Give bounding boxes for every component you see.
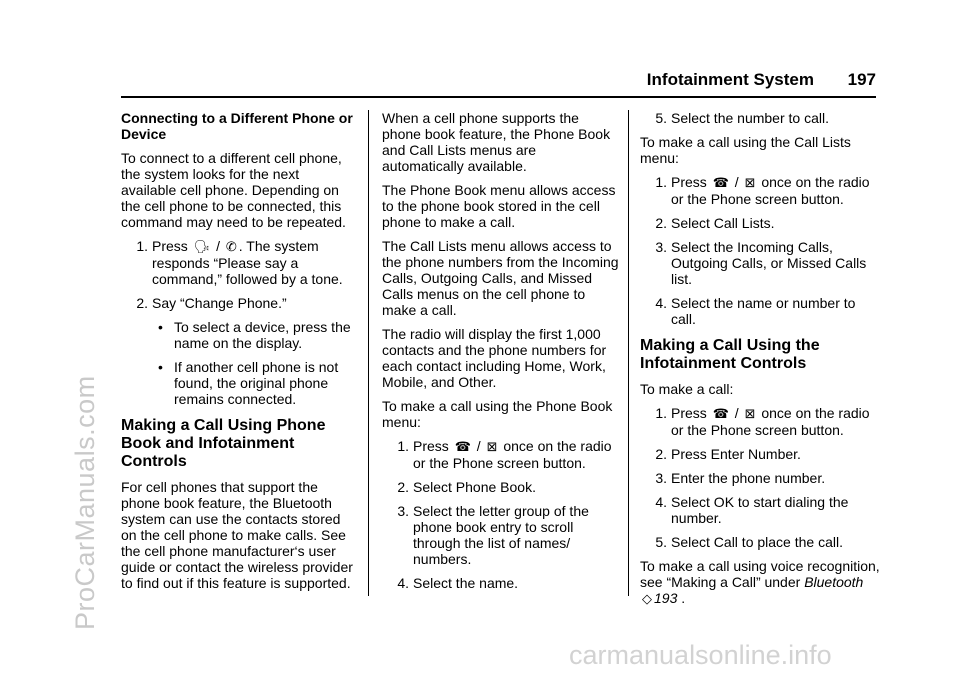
- step-item: [640, 470, 880, 486]
- watermark-procarmanuals: ProCarManuals.com: [70, 375, 100, 630]
- paragraph: The radio will display the first 1,000 contacts and the phone numbers for each contact including Home, Work, Mobile, and Other.: [382, 326, 607, 390]
- bullet-text: If another cell phone is not found, the original phone remains connected.: [174, 359, 339, 407]
- step-text: . The system responds “Please say a command,” followed by a tone.: [152, 238, 343, 287]
- step-text: Select OK to start dialing the number.: [671, 494, 849, 526]
- step-separator: /: [730, 174, 743, 190]
- step-item: [640, 405, 880, 438]
- phone-mute-icon: ⊠: [744, 406, 756, 421]
- step-item: [382, 438, 620, 471]
- paragraph: The Call Lists menu allows access to the phone numbers from the Incoming Calls, Outgoing Calls, and Missed Calls menus on the cell phone to make a call.: [382, 238, 619, 318]
- step-text: Select the number to call.: [671, 110, 829, 126]
- step-text: Press: [413, 438, 453, 454]
- phone-voice-icon: ✆: [225, 239, 237, 254]
- bullet-item: [121, 359, 356, 407]
- step-number: 5.: [655, 110, 667, 126]
- bullet-item: [121, 319, 356, 351]
- step-number: 4.: [655, 295, 667, 311]
- step-number: 2.: [655, 446, 667, 462]
- bullet-marker: •: [158, 359, 163, 375]
- step-text: Select the name or number to call.: [671, 295, 856, 327]
- step-text: once on the radio or the Phone screen button.: [413, 438, 612, 471]
- step-text: Press: [152, 238, 192, 254]
- step-number: 2.: [397, 479, 409, 495]
- step-number: 5.: [655, 534, 667, 550]
- step-number: 1.: [655, 174, 667, 190]
- phone-icon: ☎: [712, 406, 729, 421]
- step-item: [640, 295, 880, 327]
- step-text: once on the radio or the Phone screen button.: [671, 174, 870, 207]
- section-heading: Making a Call Using the Infotainment Controls: [640, 337, 820, 372]
- phone-icon: ☎: [454, 439, 471, 454]
- page-number: 197: [847, 70, 876, 89]
- step-item: [640, 534, 880, 550]
- page-reference-icon: ◇: [642, 591, 652, 606]
- phone-mute-icon: ⊠: [744, 175, 756, 190]
- step-item: [121, 295, 356, 311]
- step-number: 3.: [397, 503, 409, 519]
- paragraph-text: .: [677, 590, 686, 606]
- step-item: [382, 479, 620, 495]
- section-heading: Making a Call Using Phone Book and Infotainment Controls: [121, 417, 326, 470]
- paragraph-text: To make a call using voice recognition, see “Making a Call” under: [640, 558, 880, 590]
- header-rule: [121, 96, 876, 98]
- step-text: once on the radio or the Phone screen button.: [671, 405, 870, 438]
- step-text: Select the name.: [413, 575, 519, 591]
- step-item: [640, 494, 880, 526]
- step-text: Select the letter group of the phone book entry to scroll through the list of names/ numbers.: [413, 503, 589, 567]
- paragraph: To connect to a different cell phone, the system looks for the next available cell phone. Depending on the cell phone to be connected, this command may need to be repeated.: [121, 150, 346, 230]
- paragraph: For cell phones that support the phone book feature, the Bluetooth system can use the contacts stored on the cell phone to make calls. See the cell phone manufacturer‘s user guide or contact the wireless provider to find out if this feature is supported.: [121, 479, 353, 591]
- step-item: [640, 446, 880, 462]
- column-divider-1: [368, 110, 369, 596]
- cross-reference-link[interactable]: Bluetooth: [804, 574, 864, 590]
- step-number: 1.: [136, 238, 148, 254]
- paragraph: To make a call using the Phone Book menu:: [382, 398, 613, 430]
- bullet-text: To select a device, press the name on the display.: [174, 319, 351, 351]
- step-separator: /: [472, 438, 485, 454]
- step-number: 3.: [655, 239, 667, 255]
- step-item: [382, 575, 620, 591]
- step-number: 1.: [655, 405, 667, 421]
- subheading-connect-phone: Connecting to a Different Phone or Device: [121, 110, 353, 142]
- step-item: [121, 238, 356, 287]
- paragraph: When a cell phone supports the phone book feature, the Phone Book and Call Lists menus are automatically available.: [382, 110, 611, 174]
- step-separator: /: [212, 238, 224, 254]
- bullet-marker: •: [158, 319, 163, 335]
- step-item: [640, 215, 880, 231]
- step-number: 1.: [397, 438, 409, 454]
- step-item: [640, 110, 880, 126]
- step-text: Select the Incoming Calls, Outgoing Calls, or Missed Calls list.: [671, 239, 867, 287]
- step-text: Press: [671, 174, 711, 190]
- paragraph: To make a call using the Call Lists menu:: [640, 134, 851, 166]
- step-text: Select Call Lists.: [671, 215, 775, 231]
- phone-mute-icon: ⊠: [486, 439, 498, 454]
- phone-icon: ☎: [712, 175, 729, 190]
- step-number: 4.: [397, 575, 409, 591]
- column-2: [382, 110, 620, 599]
- paragraph: [640, 558, 880, 607]
- step-text: Say “Change Phone.”: [152, 295, 287, 311]
- paragraph: The Phone Book menu allows access to the phone book stored in the cell phone to make a call.: [382, 182, 616, 230]
- step-text: Press: [671, 405, 711, 421]
- step-number: 4.: [655, 494, 667, 510]
- paragraph: To make a call:: [640, 381, 734, 397]
- step-number: 2.: [136, 295, 148, 311]
- step-item: [382, 503, 620, 567]
- section-title: Infotainment System: [646, 70, 814, 89]
- step-number: 2.: [655, 215, 667, 231]
- step-text: Enter the phone number.: [671, 470, 826, 486]
- step-number: 3.: [655, 470, 667, 486]
- column-divider-2: [628, 110, 629, 596]
- step-text: Select Call to place the call.: [671, 534, 843, 550]
- step-separator: /: [730, 405, 743, 421]
- watermark-carmanualsonline: carmanualsonline.info: [569, 640, 832, 670]
- step-text: Press Enter Number.: [671, 446, 801, 462]
- push-to-talk-icon: 🗣: [193, 239, 211, 254]
- page-reference-number[interactable]: 193: [654, 590, 678, 606]
- step-item: [640, 174, 880, 207]
- step-text: Select Phone Book.: [413, 479, 536, 495]
- column-1: [121, 110, 356, 599]
- page-header: [121, 70, 876, 96]
- column-3: [640, 110, 880, 615]
- step-item: [640, 239, 880, 287]
